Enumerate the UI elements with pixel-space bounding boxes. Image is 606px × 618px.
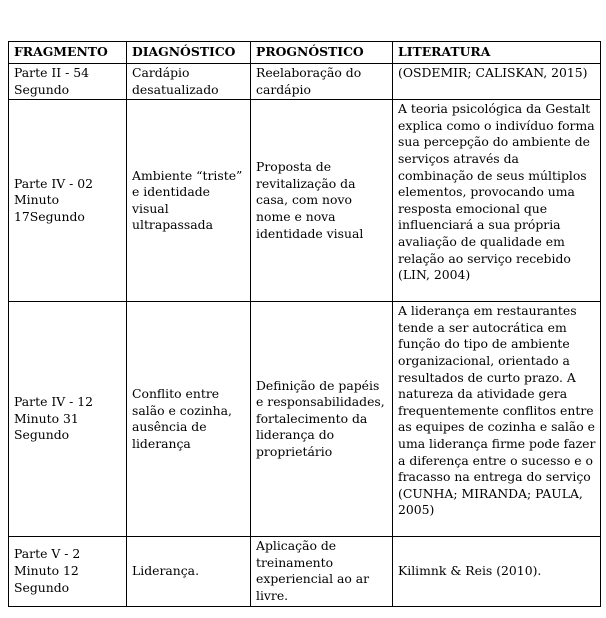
header-fragmento: FRAGMENTO [9, 42, 127, 64]
cell-fragmento: Parte II - 54 Segundo [9, 64, 127, 100]
cell-prognostico: Aplicação de treinamento experiencial ao ar livre. [251, 537, 393, 606]
header-literatura: LITERATURA [393, 42, 601, 64]
cell-fragmento: Parte IV - 02 Minuto 17Segundo [9, 100, 127, 302]
cell-fragmento: Parte IV - 12 Minuto 31 Segundo [9, 302, 127, 537]
cell-diagnostico: Liderança. [127, 537, 251, 606]
cell-prognostico: Definição de papéis e responsabilidades, fortalecimento da liderança do proprietário [251, 302, 393, 537]
table-row [9, 64, 601, 100]
cell-literatura: (OSDEMIR; CALISKAN, 2015) [393, 64, 601, 100]
cell-diagnostico: Ambiente “triste” e identidade visual ultrapassada [127, 100, 251, 302]
cell-literatura: A liderança em restaurantes tende a ser autocrática em função do tipo de ambiente organizacional, orientado a resultados de curto prazo. A natureza da atividade gera frequentemente conflitos entre as equipes de cozinha e salão e uma liderança firme pode fazer a diferença entre o sucesso e o fracasso na entrega do serviço (CUNHA; MIRANDA; PAULA, 2005) [393, 302, 601, 537]
cell-literatura: Kilimnk & Reis (2010). [393, 537, 601, 606]
table-row [9, 302, 601, 537]
table-row [9, 100, 601, 302]
cell-diagnostico: Cardápio desatualizado [127, 64, 251, 100]
cell-prognostico: Reelaboração do cardápio [251, 64, 393, 100]
cell-prognostico: Proposta de revitalização da casa, com novo nome e nova identidade visual [251, 100, 393, 302]
table-header-row [9, 42, 601, 64]
cell-literatura: A teoria psicológica da Gestalt explica como o indivíduo forma sua percepção do ambiente de serviços através da combinação de seus múltiplos elementos, provocando uma resposta emocional que influenciará a sua própria avaliação de qualidade em relação ao serviço recebido (LIN, 2004) [393, 100, 601, 302]
table-row [9, 537, 601, 606]
cell-diagnostico: Conflito entre salão e cozinha, ausência de liderança [127, 302, 251, 537]
header-diagnostico: DIAGNÓSTICO [127, 42, 251, 64]
header-prognostico: PROGNÓSTICO [251, 42, 393, 64]
cell-fragmento: Parte V - 2 Minuto 12 Segundo [9, 537, 127, 606]
analysis-table [8, 41, 601, 607]
